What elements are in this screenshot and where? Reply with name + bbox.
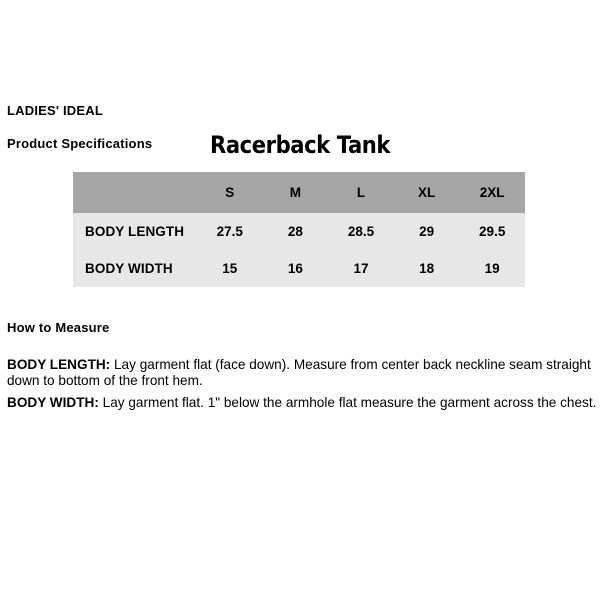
body-length-instruction bbox=[7, 357, 600, 388]
body-width-s: 15 bbox=[197, 250, 263, 287]
table-row-body-width bbox=[73, 250, 525, 287]
section-label: Product Specifications bbox=[7, 136, 153, 151]
body-width-2xl: 19 bbox=[459, 250, 525, 287]
measurement-instructions bbox=[7, 357, 600, 418]
body-width-instruction bbox=[7, 395, 600, 411]
how-to-measure-heading: How to Measure bbox=[7, 320, 110, 335]
column-header-l: L bbox=[328, 172, 394, 213]
body-length-m: 28 bbox=[263, 213, 329, 250]
size-spec-table bbox=[73, 172, 525, 287]
body-length-text: Lay garment flat (face down). Measure from center back neckline seam straight down to bottom of the front hem. bbox=[7, 357, 591, 388]
body-width-term: BODY WIDTH: bbox=[7, 395, 99, 410]
corner-cell bbox=[73, 172, 197, 213]
body-width-l: 17 bbox=[328, 250, 394, 287]
body-length-l: 28.5 bbox=[328, 213, 394, 250]
table-row-body-length bbox=[73, 213, 525, 250]
body-width-text: Lay garment flat. 1" below the armhole flat measure the garment across the chest. bbox=[102, 395, 597, 410]
column-header-m: M bbox=[263, 172, 329, 213]
column-header-s: S bbox=[197, 172, 263, 213]
body-length-s: 27.5 bbox=[197, 213, 263, 250]
column-header-xl: XL bbox=[394, 172, 460, 213]
body-length-term: BODY LENGTH: bbox=[7, 357, 111, 372]
body-width-m: 16 bbox=[263, 250, 329, 287]
body-length-xl: 29 bbox=[394, 213, 460, 250]
row-label-body-length: BODY LENGTH bbox=[73, 213, 197, 250]
body-length-2xl: 29.5 bbox=[459, 213, 525, 250]
product-title: Racerback Tank bbox=[210, 131, 390, 159]
size-header-row bbox=[73, 172, 525, 213]
column-header-2xl: 2XL bbox=[459, 172, 525, 213]
row-label-body-width: BODY WIDTH bbox=[73, 250, 197, 287]
body-width-xl: 18 bbox=[394, 250, 460, 287]
brand-label: LADIES' IDEAL bbox=[7, 103, 103, 118]
